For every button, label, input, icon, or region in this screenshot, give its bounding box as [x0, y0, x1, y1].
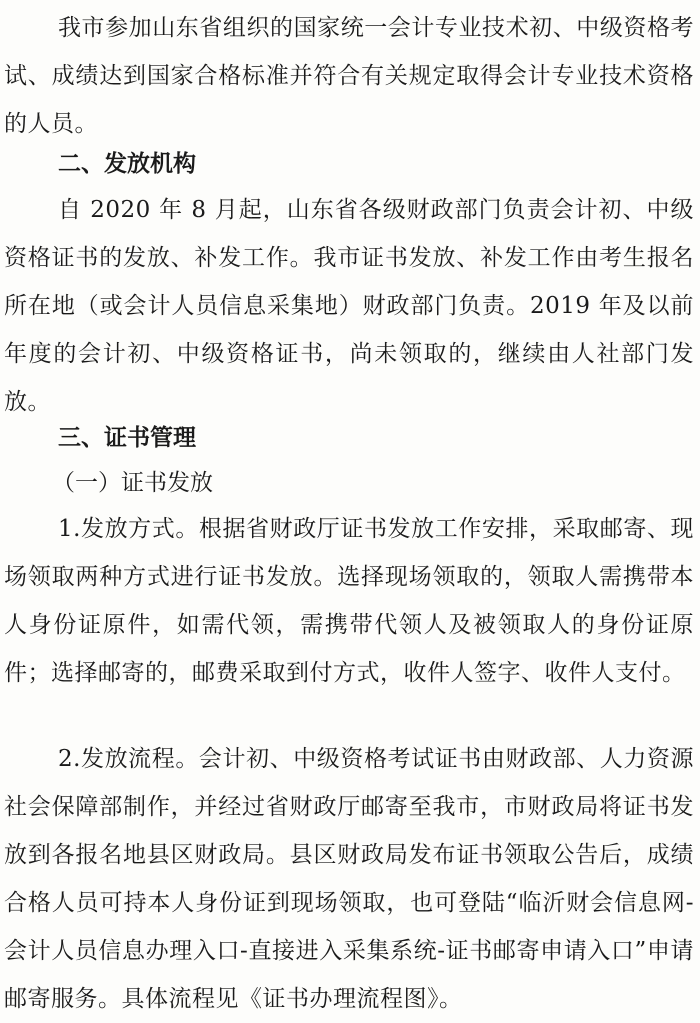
subheading-certificate-issuance: （一）证书发放 — [52, 470, 213, 496]
paragraph-issuing-authority: 自 2020 年 8 月起，山东省各级财政部门负责会计初、中级资格证书的发放、补发工作。我市证书发放、补发工作由考生报名所在地（或会计人员信息采集地）财政部门负责。2019 年及以前年度的会计初、中级资格证书，尚未领取的，继续由人社部门发放。 — [4, 197, 694, 415]
heading-issuing-authority: 二、发放机构 — [58, 150, 196, 177]
heading-certificate-management: 三、证书管理 — [58, 424, 196, 451]
paragraph-issuance-process: 2.发放流程。会计初、中级资格考试证书由财政部、人力资源社会保障部制作，并经过省财政厅邮寄至我市，市财政局将证书发放到各报名地县区财政局。县区财政局发布证书领取公告后，成绩合格人员可持本人身份证到现场领取，也可登陆“临沂财会信息网-会计人员信息办理入口-直接进入采集系统-证书邮寄申请入口”申请邮寄服务。具体流程见《证书办理流程图》。 — [4, 746, 694, 1012]
paragraph-issuance-method: 1.发放方式。根据省财政厅证书发放工作安排，采取邮寄、现场领取两种方式进行证书发放。选择现场领取的，领取人需携带本人身份证原件，如需代领，需携带代领人及被领取人的身份证原件；选择邮寄的，邮费采取到付方式，收件人签字、收件人支付。 — [4, 516, 694, 686]
paragraph-eligibility: 我市参加山东省组织的国家统一会计专业技术初、中级资格考试、成绩达到国家合格标准并符合有关规定取得会计专业技术资格的人员。 — [4, 15, 694, 137]
